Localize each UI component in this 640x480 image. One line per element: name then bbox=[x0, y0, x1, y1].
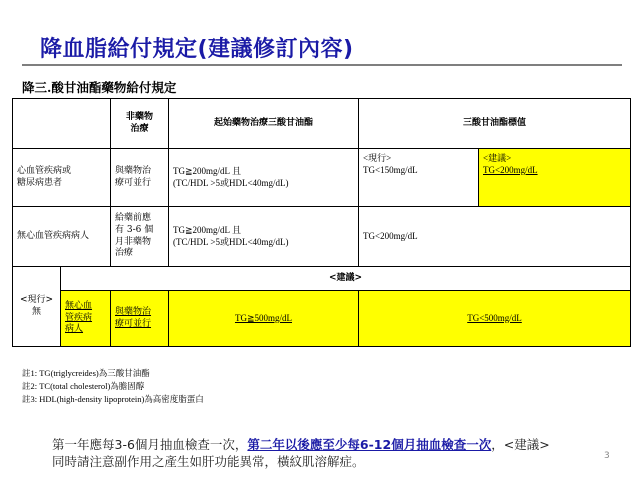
table-row-proposed-header bbox=[13, 267, 631, 291]
row1-target-proposed bbox=[479, 149, 631, 207]
row1-target-current: <現行> TG<150mg/dL bbox=[359, 149, 479, 207]
title-divider bbox=[22, 64, 622, 66]
footnote-3: 註3: HDL(high-density lipoprotein)為高密度脂蛋白 bbox=[22, 394, 204, 404]
row1-non-drug: 與藥物治 療可並行 bbox=[111, 149, 169, 207]
row2-target: TG<200mg/dL bbox=[359, 207, 631, 267]
footer-line-1: 第一年應每3-6個月抽血檢查一次，第二年以後應至少每6-12個月抽血檢查一次，<建議> bbox=[52, 437, 550, 452]
row1-proposed-value: TG<200mg/dL bbox=[483, 164, 538, 175]
table-row-cvd-diabetes bbox=[13, 149, 631, 207]
row2-label: 無心血管疾病病人 bbox=[13, 207, 111, 267]
reimbursement-table bbox=[12, 98, 631, 347]
footnote-1: 註1: TG(triglycreides)為三酸甘油酯 bbox=[22, 368, 150, 378]
header-non-drug: 非藥物 治療 bbox=[111, 99, 169, 149]
row3-target: TG<500mg/dL bbox=[359, 291, 631, 347]
row1-start: TG≧200mg/dL 且 (TC/HDL >5或HDL<40mg/dL) bbox=[169, 149, 359, 207]
footer-line-2: 同時請注意副作用之產生如肝功能異常，橫紋肌溶解症。 bbox=[52, 454, 365, 469]
footnotes bbox=[22, 367, 204, 406]
slide-title: 降血脂給付規定(建議修訂內容) bbox=[40, 37, 354, 62]
table-row-no-cvd bbox=[13, 207, 631, 267]
row3-sub-label: 無心血 管疾病 病人 bbox=[61, 291, 111, 347]
row3-non-drug: 與藥物治 療可並行 bbox=[111, 291, 169, 347]
row3-label: <現行> 無 bbox=[13, 267, 61, 347]
row1-proposed-tag: <建議> bbox=[483, 153, 512, 163]
table-row-proposed bbox=[13, 291, 631, 347]
footer-text bbox=[52, 436, 612, 470]
page-number: 3 bbox=[604, 451, 610, 461]
row2-start: TG≧200mg/dL 且 (TC/HDL >5或HDL<40mg/dL) bbox=[169, 207, 359, 267]
table-header-row bbox=[13, 99, 631, 149]
footer-highlight: 第二年以後應至少每6-12個月抽血檢查一次 bbox=[247, 437, 492, 452]
header-start-therapy: 起始藥物治療三酸甘油酯 bbox=[169, 99, 359, 149]
header-empty-cell bbox=[13, 99, 111, 149]
row1-label: 心血管疾病或 糖尿病患者 bbox=[13, 149, 111, 207]
section-subtitle: 降三.酸甘油酯藥物給付規定 bbox=[22, 80, 177, 95]
footnote-2: 註2: TC(total cholesterol)為膽固醇 bbox=[22, 381, 145, 391]
row3-start: TG≧500mg/dL bbox=[169, 291, 359, 347]
header-target: 三酸甘油酯標值 bbox=[359, 99, 631, 149]
row3-proposed-header: <建議> bbox=[61, 267, 631, 291]
row2-non-drug: 給藥前應 有 3-6 個 月非藥物 治療 bbox=[111, 207, 169, 267]
